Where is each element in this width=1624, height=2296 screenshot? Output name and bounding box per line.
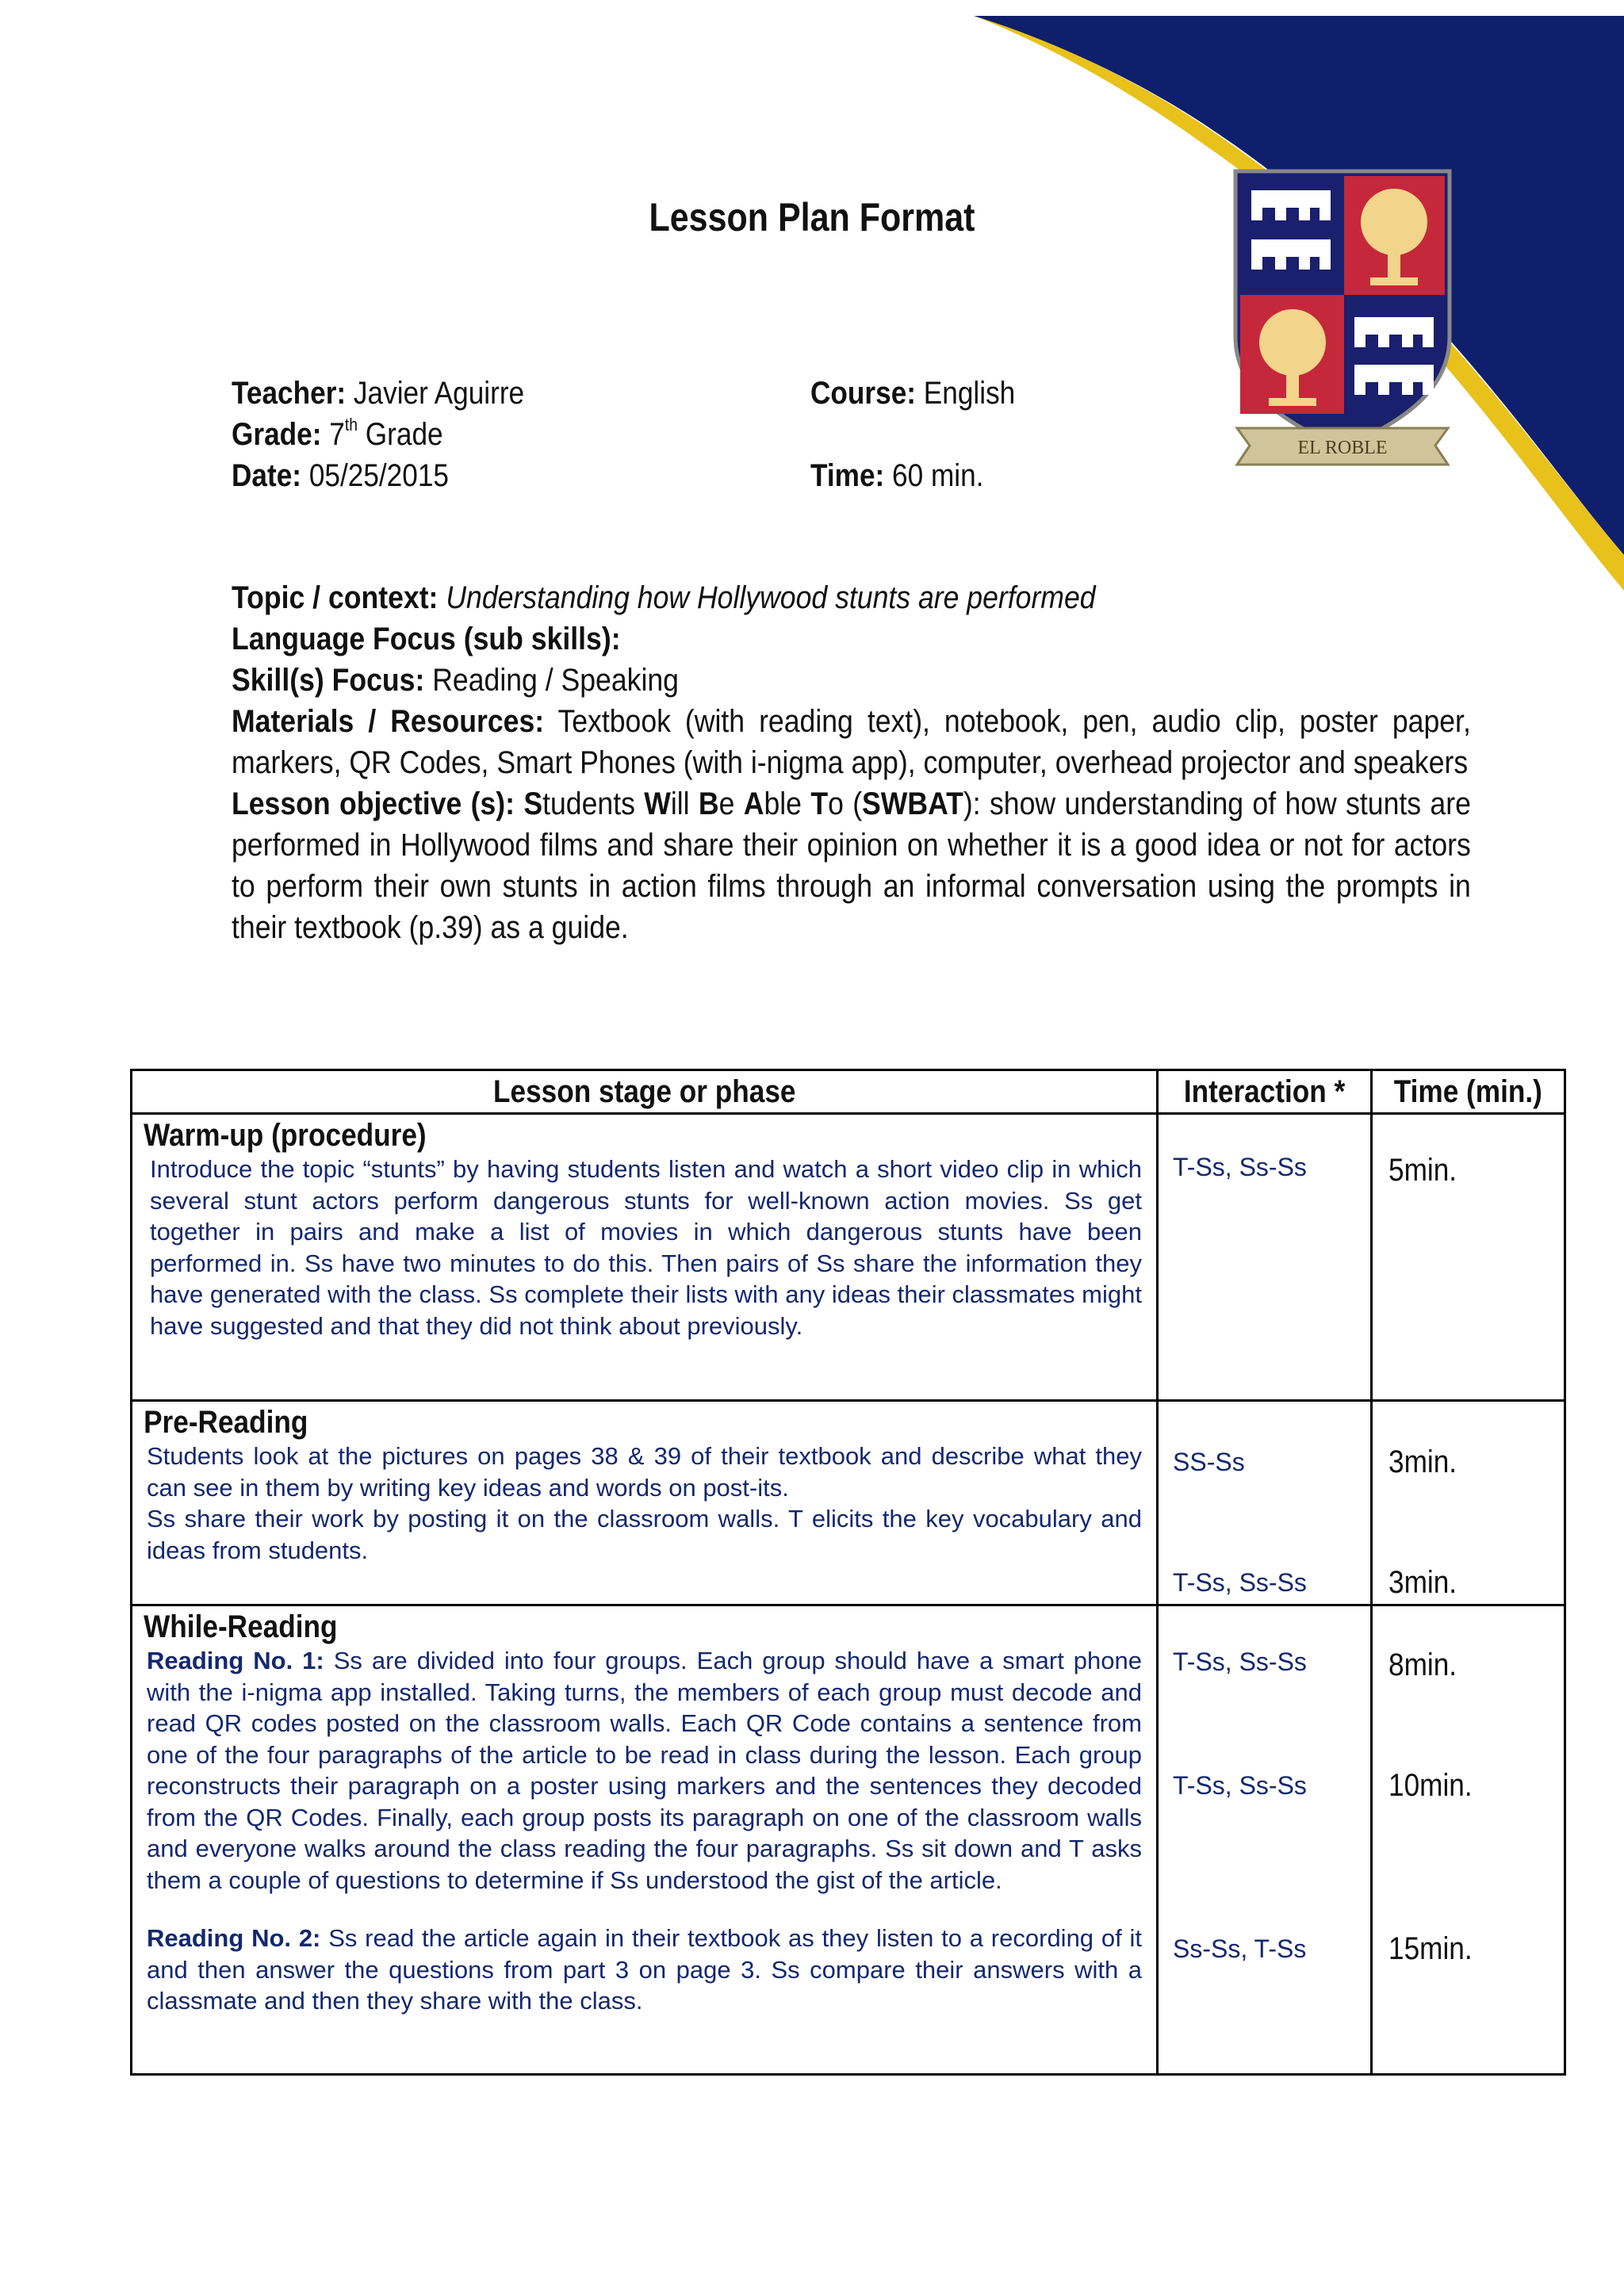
whilereading-time-1: 8min. <box>1388 1647 1457 1682</box>
prereading-time-2: 3min. <box>1388 1565 1457 1600</box>
whilereading-stage-cell <box>132 1605 1158 2075</box>
table-header-row <box>132 1070 1565 1114</box>
teacher-value: Javier Aguirre <box>353 376 525 411</box>
header-stage <box>132 1070 1158 1114</box>
obj-text-o: o ( <box>828 786 863 821</box>
course-value: English <box>923 376 1016 411</box>
obj-text-tudents: tudents <box>542 786 645 821</box>
table-row-prereading <box>132 1401 1565 1605</box>
header-stage-text: Lesson stage or phase <box>492 1074 796 1109</box>
warmup-time: 5min. <box>1388 1153 1457 1188</box>
warmup-interaction-cell <box>1158 1114 1372 1401</box>
whilereading-description <box>132 1645 1156 2031</box>
date-label: Date: <box>232 458 302 493</box>
prereading-text-1: Students look at the pictures on pages 38 & 39 of their textbook and describe what they can see in them by writing key ideas and words on post-its. <box>147 1442 1142 1502</box>
obj-letter-a: A <box>743 786 764 821</box>
materials-value: Textbook (with reading text), notebook, pen, audio clip, poster paper, markers, QR Codes, Smart Phones (with i-nigma app), computer, overhead projector and speakers <box>232 704 1471 780</box>
objective-line <box>232 783 1471 948</box>
warmup-time-cell <box>1372 1114 1565 1401</box>
prereading-text-2: Ss share their work by posting it on the classroom walls. T elicits the key vocabulary and ideas from students. <box>147 1505 1142 1564</box>
warmup-stage-cell <box>132 1114 1158 1401</box>
topic-value: Understanding how Hollywood stunts are performed <box>446 580 1096 615</box>
whilereading-interaction-1: T-Ss, Ss-Ss <box>1173 1647 1307 1676</box>
warmup-interaction: T-Ss, Ss-Ss <box>1173 1153 1307 1181</box>
whilereading-interaction-cell <box>1158 1605 1372 2075</box>
header-time <box>1372 1070 1565 1114</box>
reading-2-paragraph <box>147 1923 1142 2017</box>
obj-swbat: SWBAT <box>862 786 963 821</box>
obj-text-ill: ill <box>670 786 699 821</box>
reading-1-text: Ss are divided into four groups. Each group should have a smart phone with the i-nigma app installed. Taking turns, the members of each group must decode and read QR codes posted on the classroom walls. Each QR Code contains a sentence from one of the four paragraphs of the article to be read in class during the lesson. Each group reconstructs their paragraph on a poster using markers and the sentences they decoded from the QR Codes. Finally, each group posts its paragraph on one of the classroom walls and everyone walks around the class reading the four paragraphs. Ss sit down and T asks them a couple of questions to determine if Ss understood the gist of the article. <box>147 1647 1142 1894</box>
header-interaction-text: Interaction * <box>1183 1074 1346 1109</box>
prereading-interaction-2: T-Ss, Ss-Ss <box>1173 1568 1307 1597</box>
language-focus-label: Language Focus (sub skills): <box>232 622 621 656</box>
reading-2-label: Reading No. 2: <box>147 1924 321 1952</box>
reading-2-text: Ss read the article again in their textbook as they listen to a recording of it and then answer the questions from part 3 on page 3. Ss compare their answers with a classmate and then they share with the class. <box>147 1924 1142 2015</box>
obj-text-ble: ble <box>764 786 811 821</box>
prereading-interaction-1: SS-Ss <box>1173 1448 1245 1476</box>
grade-label: Grade: <box>232 417 322 452</box>
grade-number: 7 <box>329 417 345 452</box>
page-title: Lesson Plan Format <box>649 195 975 239</box>
crest-banner-text: EL ROBLE <box>1297 438 1388 458</box>
whilereading-time-3: 15min. <box>1388 1931 1473 1966</box>
prereading-time-1: 3min. <box>1388 1445 1457 1479</box>
lesson-stages-table <box>130 1069 1566 2076</box>
prereading-interaction-cell <box>1158 1401 1372 1605</box>
time-line <box>810 455 983 496</box>
table-row-whilereading <box>132 1605 1565 2075</box>
lesson-details <box>232 577 1471 948</box>
teacher-label: Teacher: <box>232 376 347 411</box>
whilereading-time-cell <box>1372 1605 1565 2075</box>
prereading-title: Pre-Reading <box>144 1405 308 1440</box>
skills-label: Skill(s) Focus: <box>232 663 425 698</box>
language-focus-line <box>232 618 1471 660</box>
skills-value: Reading / Speaking <box>432 663 679 698</box>
course-line <box>810 373 1015 414</box>
obj-letter-b: B <box>698 786 719 821</box>
prereading-description <box>132 1441 1156 1580</box>
obj-text-e: e <box>718 786 744 821</box>
whilereading-time-2: 10min. <box>1388 1768 1473 1803</box>
reading-1-paragraph <box>147 1645 1142 1896</box>
whilereading-interaction-3: Ss-Ss, T-Ss <box>1173 1934 1307 1963</box>
header-interaction <box>1158 1070 1372 1114</box>
teacher-line <box>232 373 524 414</box>
prereading-time-cell <box>1372 1401 1565 1605</box>
topic-label: Topic / context: <box>232 580 439 615</box>
whilereading-interaction-2: T-Ss, Ss-Ss <box>1173 1771 1307 1800</box>
time-label: Time: <box>810 458 885 493</box>
grade-word: Grade <box>365 417 443 452</box>
course-label: Course: <box>810 376 917 411</box>
whilereading-title: While-Reading <box>144 1609 338 1644</box>
obj-letter-t: T <box>810 786 829 821</box>
prereading-stage-cell <box>132 1401 1158 1605</box>
reading-1-label: Reading No. 1: <box>147 1647 324 1674</box>
topic-line <box>232 577 1471 618</box>
warmup-description: Introduce the topic “stunts” by having students listen and watch a short video clip in which several stunt actors perform dangerous stunts for well-known action movies. Ss get together in pairs and make a list of movies in which dangerous stunts have been performed in. Ss have two minutes to do this. Then pairs of Ss share the information they have generated with the class. Ss complete their lists with any ideas their classmates might have suggested and that they did not think about previously. <box>150 1155 1142 1340</box>
warmup-title: Warm-up (procedure) <box>144 1118 427 1153</box>
table-row-warmup <box>132 1114 1565 1401</box>
objective-text: ): show understanding of how stunts are performed in Hollywood films and share their opinion on whether it is a good idea or not for actors to perform their own stunts in action films through an informal conversation using the prompts in their textbook (p.39) as a guide. <box>232 786 1471 945</box>
materials-label: Materials / Resources: <box>232 704 545 739</box>
time-value: 60 min. <box>892 458 984 493</box>
date-line <box>232 455 449 496</box>
date-value: 05/25/2015 <box>308 458 449 493</box>
objective-label: Lesson objective (s): <box>232 786 515 821</box>
obj-letter-w: W <box>644 786 671 821</box>
header-time-text: Time (min.) <box>1393 1074 1543 1109</box>
skills-line <box>232 660 1471 701</box>
grade-suffix: th <box>344 415 358 434</box>
obj-letter-s: S <box>523 786 543 821</box>
grade-line <box>232 414 443 455</box>
materials-line <box>232 701 1471 783</box>
